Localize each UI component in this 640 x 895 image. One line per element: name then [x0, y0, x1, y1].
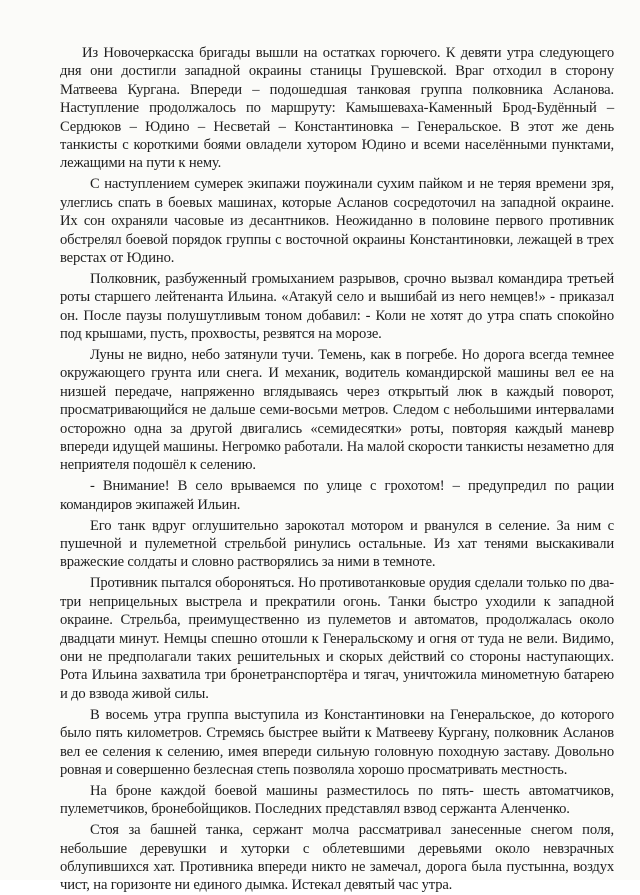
paragraph-2: С наступлением сумерек экипажи поужинали сухим пайком и не теряя времени зря, улеглись спать в боевых машинах, которые Асланов сосредоточил на западной окраине. Их сон охраняли часовые из десантников. Неожиданно в половине первого противник обстрелял боевой порядок группы с восточной окраины Константиновки, лежащей в трех верстах от Юдино.	[60, 176, 614, 266]
paragraph-1: Из Новочеркасска бригады вышли на остатках горючего. К девяти утра следующего дня они достигли западной окраины станицы Грушевской. Враг отходил в сторону Матвеева Кургана. Впереди – подошедшая танковая группа полковника Асланова. Наступление продолжалось по маршруту: Камышеваха-Каменный Брод-Будённый – Сердюков – Юдино – Несветай – Константиновка – Генеральское. В этот же день танкисты с короткими боями овладели хутором Юдино и всеми населёнными пунктами, лежащими на пути к нему.	[60, 45, 614, 172]
paragraph-4: Луны не видно, небо затянули тучи. Темень, как в погребе. Но дорога всегда темнее окружающего грунта или снега. И механик, водитель командирской машины вел ее на низшей передаче, напряженно вглядываясь через открытый люк в каждый поворот, просматривающийся не дальше семи-восьми метров. Следом с небольшими интервалами осторожно одна за другой двигались «семидесятки» роты, повторяя каждый маневр впереди идущей машины. Негромко работали. На малой скорости танкисты незаметно для неприятеля подошёл к селению.	[60, 347, 614, 474]
paragraph-7: Противник пытался обороняться. Но противотанковые орудия сделали только по два- три неприцельных выстрела и прекратили огонь. Танки быстро уходили к западной окраине. Стрельба, преимущественно из пулеметов и автоматов, продолжалась около двадцати минут. Немцы спешно отошли к Генеральскому и огня от туда не вели. Видимо, они не предполагали таких решительных и скорых действий со стороны наступающих. Рота Ильина захватила три бронетранспортёра и тягач, уничтожила минометную батарею и до взвода живой силы.	[60, 575, 614, 702]
paragraph-10: Стоя за башней танка, сержант молча рассматривал занесенные снегом поля, небольшие деревушки и хуторки с облетевшими деревьями около невзрачных облупившихся хат. Противника впереди никто не замечал, дорога была пустынна, воздух чист, на горизонте ни единого дымка. Истекал девятый час утра.	[60, 822, 614, 894]
paragraph-3: Полковник, разбуженный громыханием разрывов, срочно вызвал командира третьей роты старшего лейтенанта Ильина. «Атакуй село и вышибай из него немцев!» - приказал он. После паузы полушутливым тоном добавил: - Коли не хотят до утра спать спокойно под крышами, пусть, прохвосты, резвятся на морозе.	[60, 270, 614, 343]
paragraph-6: Его танк вдруг оглушительно зарокотал мотором и рванулся в селение. За ним с пушечной и пулеметной стрельбой ринулись остальные. Из хат тенями выскакивали вражеские солдаты и словно растворялись за ними в темноте.	[60, 517, 614, 571]
paragraph-5: - Внимание! В село врываемся по улице с грохотом! – предупредил по рации командиров экипажей Ильин.	[60, 478, 614, 513]
paragraph-9: На броне каждой боевой машины разместилось по пять- шесть автоматчиков, пулеметчиков, бронебойщиков. Последних представлял взвод сержанта Аленченко.	[60, 782, 614, 818]
document-body	[60, 44, 614, 895]
paragraph-8: В восемь утра группа выступила из Константиновки на Генеральское, до которого было пять километров. Стремясь быстрее выйти к Матвееву Кургану, полковник Асланов вел ее селения к селению, имея впереди сильную головную походную заставу. Довольно ровная и совершенно безлесная степь позволяла хорошо просматривать местность.	[60, 706, 614, 778]
